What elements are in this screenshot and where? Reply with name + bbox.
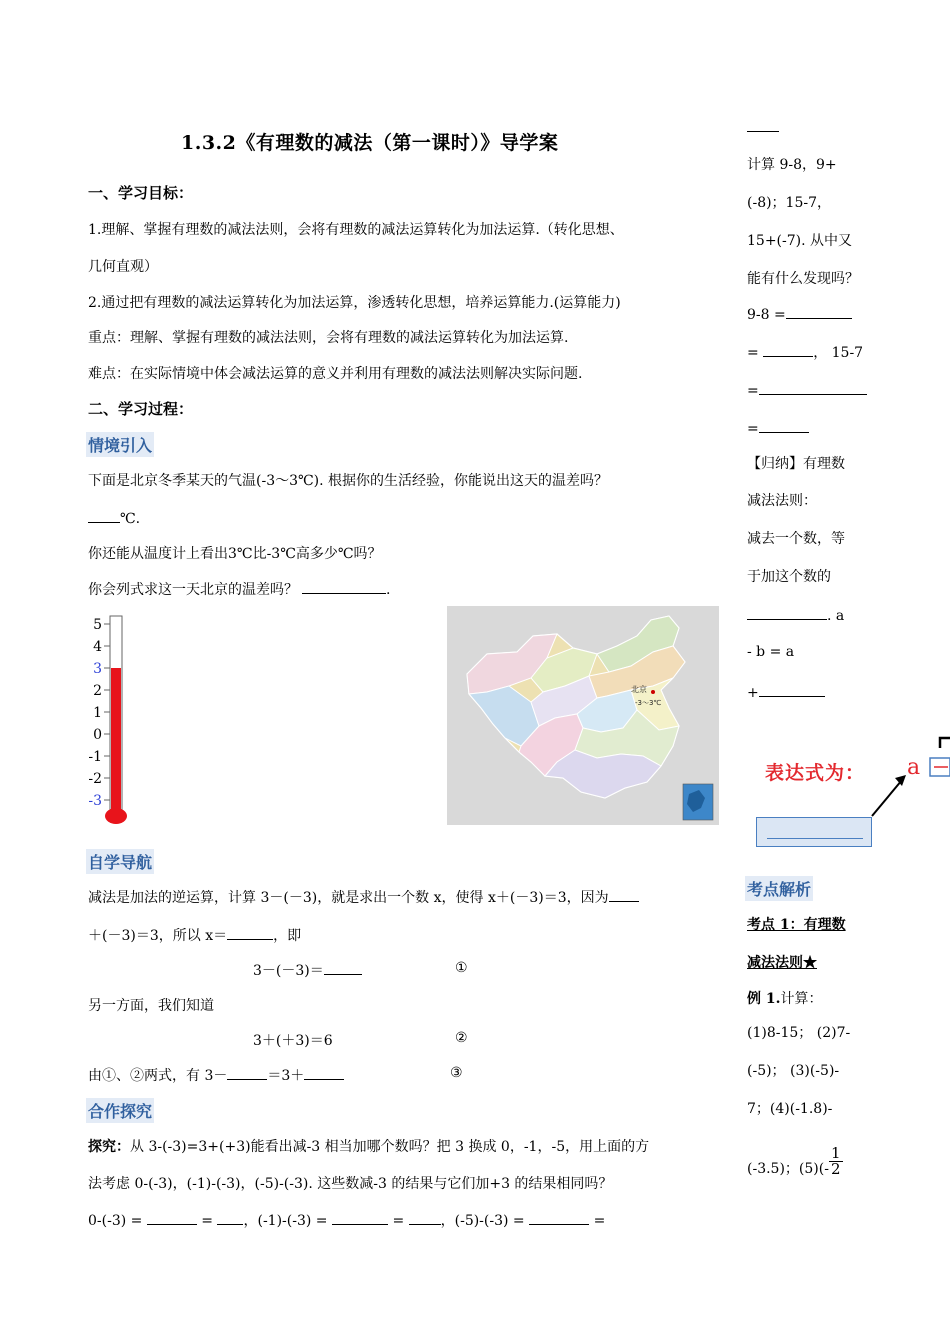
selfstudy-line-1: 减法是加法的逆运算，计算 3－(－3)，就是求出一个数 x，使得 x＋(－3)＝3，因为 <box>88 887 639 907</box>
expression-label: 表达式为： <box>765 762 866 784</box>
equation-2-mark: ② <box>455 1030 468 1046</box>
right-line-6: = ， 15-7 <box>747 342 863 362</box>
explore-line-3: 0-(-3) = = ，(-1)-(-3) = = ，(-5)-(-3) = = <box>88 1210 605 1230</box>
callout-arrow <box>872 780 902 816</box>
right-line-15: + <box>747 682 825 701</box>
answer-blank[interactable] <box>759 682 825 697</box>
thermometer-tick-label: 3 <box>93 661 102 677</box>
answer-blank[interactable] <box>302 579 386 594</box>
thermometer-tick-label: -2 <box>88 771 102 787</box>
explore-line-2: 法考虑 0-(-3)，(-1)-(-3)，(-5)-(-3). 这些数减-3 的结果与它们加+3 的结果相同吗？ <box>88 1176 613 1192</box>
answer-blank[interactable] <box>609 887 639 902</box>
right-line-2: (-8)；15-7， <box>747 195 832 211</box>
equation-2: 3＋(＋3)＝6 <box>253 1033 333 1049</box>
map-temp-label: -3～3℃ <box>635 699 662 707</box>
selfstudy-line-2: ＋(－3)＝3，所以 x＝ ，即 <box>88 925 301 945</box>
right-line-1: 计算 9-8，9+ <box>747 157 837 173</box>
kaodian-1-line-1: 考点 1：有理数 <box>747 917 846 933</box>
answer-blank[interactable] <box>304 1065 344 1080</box>
difficulty: 难点：在实际情境中体会减法运算的意义并利用有理数的减法法则解决实际问题. <box>88 366 583 382</box>
section-label-selfstudy: 自学导航 <box>86 849 154 874</box>
section-label-intro: 情境引入 <box>86 432 154 457</box>
right-line-8: = <box>747 418 809 437</box>
answer-blank[interactable] <box>227 925 273 940</box>
answer-blank[interactable] <box>759 380 867 395</box>
goal-1-line-2: 几何直观） <box>88 259 158 275</box>
answer-blank[interactable] <box>759 418 809 433</box>
section-heading-goals: 一、学习目标： <box>88 184 194 202</box>
kaodian-1-line-2: 减法法则★ <box>747 955 817 971</box>
right-top-rule <box>747 131 779 132</box>
example-1-line-4: (-3.5)；(5)(- $\frac{1}{2}$ <box>747 1143 841 1178</box>
section-heading-process: 二、学习过程： <box>88 400 194 418</box>
thermometer-mercury <box>111 668 121 814</box>
intro-question-2: 你还能从温度计上看出3℃比-3℃高多少℃吗？ <box>88 546 382 562</box>
key-point: 重点：理解、掌握有理数的减法法则，会将有理数的减法运算转化为加法运算. <box>88 330 569 346</box>
answer-blank[interactable] <box>147 1210 197 1225</box>
china-map <box>447 606 719 825</box>
right-line-10: 减法法则： <box>747 493 817 509</box>
answer-blank[interactable] <box>217 1210 243 1225</box>
example-1-line-1: (1)8-15； (2)7- <box>747 1025 851 1041</box>
bracket-mark <box>940 738 950 748</box>
right-line-14: - b = a <box>747 644 795 660</box>
goal-2: 2.通过把有理数的减法运算转化为加法运算，渗透转化思想，培养运算能力.(运算能力) <box>88 295 621 311</box>
thermometer-tick-label: -3 <box>88 793 102 809</box>
page-title: 1.3.2《有理数的减法（第一课时）》导学案 <box>181 132 559 154</box>
equation-1: 3－(－3)＝ <box>253 960 362 980</box>
right-line-7: = <box>747 380 867 399</box>
goal-1-line-1: 1.理解、掌握有理数的减法法则，会将有理数的减法运算转化为加法运算.（转化思想、 <box>88 222 624 238</box>
right-line-4: 能有什么发现吗？ <box>747 271 859 287</box>
expression-graphic <box>868 736 950 822</box>
intro-question-3: 你会列式求这一天北京的温差吗？ . <box>88 579 390 599</box>
fraction-one-half: $\frac{1}{2}$ <box>830 1143 841 1178</box>
thermometer-tick-label: -1 <box>88 749 102 765</box>
right-line-9: 【归纳】有理数 <box>747 456 845 472</box>
intro-answer-line: ℃. <box>88 508 140 527</box>
answer-blank[interactable] <box>763 342 813 357</box>
right-line-13: . a <box>747 605 844 624</box>
thermometer-tick-label: 0 <box>93 727 102 743</box>
right-line-12: 于加这个数的 <box>747 569 831 585</box>
thermometer-tick-label: 4 <box>93 639 102 655</box>
answer-blank[interactable] <box>88 508 120 523</box>
thermometer-tick-label: 2 <box>93 683 102 699</box>
example-1-line-3: 7；(4)(-1.8)- <box>747 1101 833 1117</box>
selfstudy-line-other: 另一方面，我们知道 <box>88 998 214 1014</box>
thermometer-figure <box>84 612 144 828</box>
section-label-kaodian: 考点解析 <box>745 876 813 901</box>
example-1-heading: 例 1.计算： <box>747 991 823 1007</box>
map-city-label: 北京 <box>631 685 647 694</box>
answer-blank[interactable] <box>409 1210 441 1225</box>
thermometer-bulb <box>105 808 127 824</box>
equation-3-mark: ③ <box>450 1065 463 1081</box>
explore-line-1: 探究：从 3-(-3)=3+(+3)能看出减-3 相当加哪个数吗？把 3 换成 0，-1，-5，用上面的方 <box>88 1139 650 1155</box>
right-line-5: 9-8 = <box>747 304 852 323</box>
answer-blank[interactable] <box>227 1065 267 1080</box>
answer-blank[interactable] <box>529 1210 589 1225</box>
answer-blank[interactable] <box>324 960 362 975</box>
section-label-coop: 合作探究 <box>86 1098 154 1123</box>
answer-blank[interactable] <box>747 605 827 620</box>
equation-1-mark: ① <box>455 960 468 976</box>
expression-answer-box[interactable] <box>756 817 872 847</box>
answer-blank[interactable] <box>332 1210 388 1225</box>
right-line-11: 减去一个数，等 <box>747 531 845 547</box>
thermometer-tick-label: 1 <box>93 705 102 721</box>
expression-variable-a: a <box>907 755 921 780</box>
answer-blank[interactable] <box>786 304 852 319</box>
beijing-marker <box>651 690 655 694</box>
intro-question-1: 下面是北京冬季某天的气温(-3～3℃). 根据你的生活经验，你能说出这天的温差吗？ <box>88 473 609 489</box>
right-line-3: 15+(-7). 从中又 <box>747 233 853 249</box>
equation-3: 由①、②两式，有 3－ ＝3＋ <box>88 1065 344 1085</box>
example-1-line-2: (-5)； (3)(-5)- <box>747 1063 840 1079</box>
thermometer-tick-label: 5 <box>93 617 102 633</box>
